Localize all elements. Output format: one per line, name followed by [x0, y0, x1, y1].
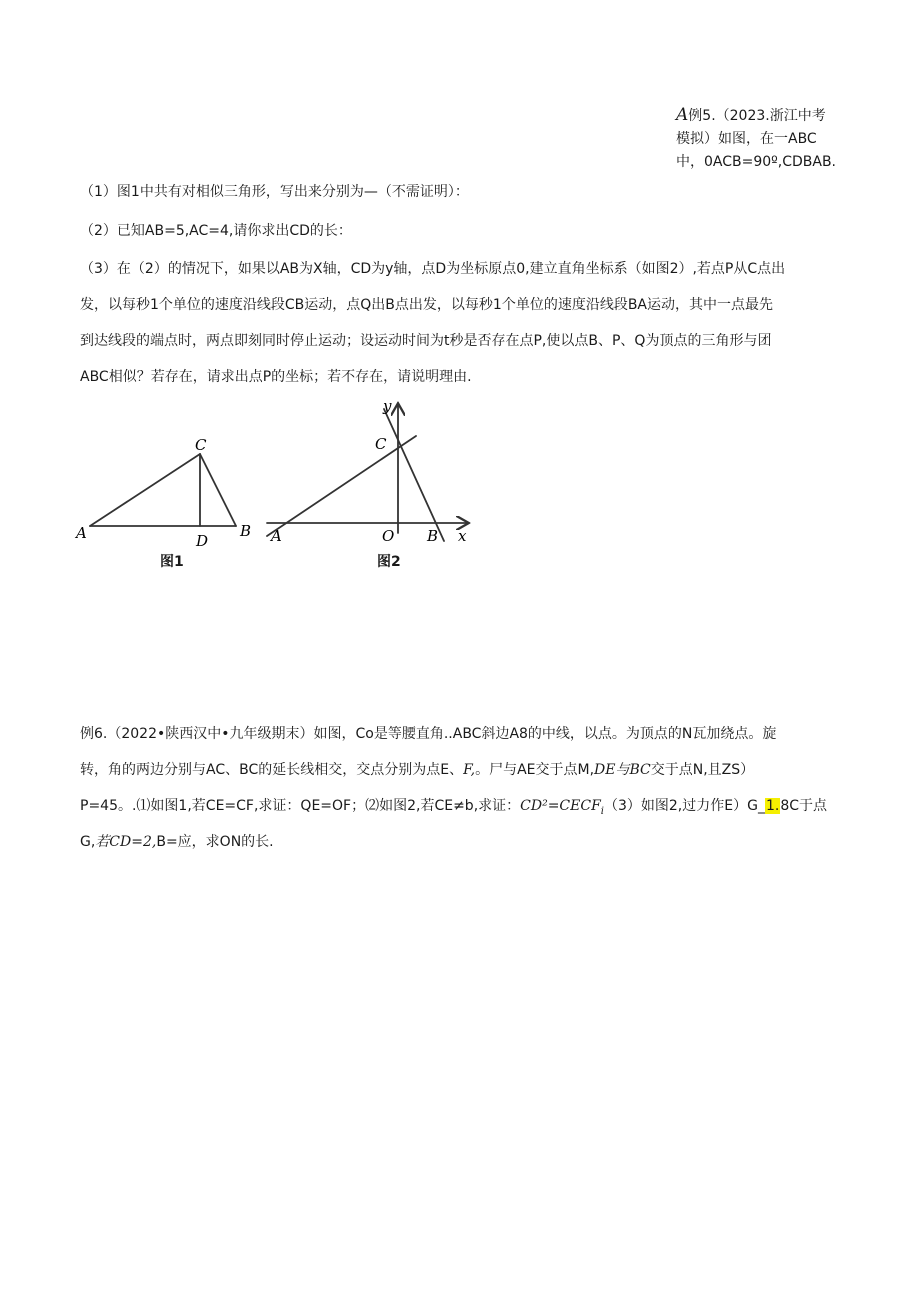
- example5-question3-line4: ABC相似？若存在，请求出点P的坐标；若不存在，请说明理由.: [80, 369, 472, 385]
- example5-lead-letter: A: [676, 105, 689, 125]
- figure1-segment-ac: [90, 454, 200, 526]
- example6-line2: [80, 756, 870, 785]
- example6-line2-part-e: 交于点N,且ZS）: [650, 762, 755, 778]
- figure1-diagram: [70, 430, 260, 550]
- example6-line3-part-d: （3）如图2,过力作E）G_: [603, 798, 765, 814]
- example6-highlight-mark: 1.: [765, 798, 780, 814]
- figure2-label-y: y: [383, 397, 392, 415]
- example6-line4-part-a: G,: [80, 834, 96, 850]
- example6-line2-part-c: 。尸与AE交于点M,: [475, 762, 595, 778]
- figure1-label-b: B: [240, 522, 252, 540]
- example5-question3-line3: 到达线段的端点时，两点即刻同时停止运动；设运动时间为t秒是否存在点P,使以点B、P、Q为顶点的三角形与团: [80, 333, 772, 349]
- example5-question3-line1: （3）在（2）的情况下，如果以AB为X轴，CD为y轴，点D为坐标原点0,建立直角坐标系（如图2）,若点P从C点出: [80, 261, 786, 277]
- figure2-label-c: C: [375, 435, 387, 453]
- example6-line3-part-a: P=45。.⑴如图1,若CE=CF,求证：QE=OF；⑵如图2,若CE≠b,求证：: [80, 798, 521, 814]
- figure1-label-d: D: [196, 532, 209, 550]
- figure2-line-cb: [384, 409, 444, 541]
- figure1-segment-cb: [200, 454, 236, 526]
- example6-line4-part-c: B=应，求ON的长.: [156, 834, 274, 850]
- figure2-label-x: x: [458, 527, 467, 545]
- example5-header-line1: 例5.（2023.浙江中考: [688, 108, 826, 124]
- figure1-label-a: A: [76, 524, 87, 542]
- example5-header: [676, 104, 866, 174]
- figure1-caption: 图1: [160, 554, 184, 570]
- example6-line2-part-a: 转，角的两边分别与AC、BC的延长线相交，交点分别为点E、: [80, 762, 464, 778]
- example6-line2-part-d: DE与BC: [594, 762, 651, 778]
- example6-line4: [80, 828, 870, 857]
- example5-question3-line2: 发，以每秒1个单位的速度沿线段CB运动，点Q出B点出发，以每秒1个单位的速度沿线段BA运动，其中一点最先: [80, 297, 773, 313]
- example5-header-line2: 模拟）如图，在一ABC: [676, 131, 817, 147]
- example5-question1: （1）图1中共有对相似三角形，写出来分别为—（不需证明）：: [80, 184, 469, 200]
- figure2-line-ac: [267, 436, 416, 536]
- example5-header-line3: 中，0ACB=90º,CDBAB.: [676, 154, 837, 170]
- example5-question2: （2）已知AB=5,AC=4,请你求出CD的长：: [80, 223, 352, 239]
- figure2-caption: 图2: [377, 554, 401, 570]
- figure2-label-o: O: [382, 527, 395, 545]
- example6-line2-part-b: F,: [463, 762, 476, 778]
- example6-line3-formula: CD²=CECF: [520, 798, 601, 814]
- example6-line1: 例6.（2022•陕西汉中•九年级期末）如图，Co是等腰直角..ABC斜边A8的中线，以点。为顶点的N瓦加绕点。旋: [80, 726, 777, 742]
- figure2-label-b: B: [427, 527, 439, 545]
- figure1-label-c: C: [195, 436, 207, 454]
- example6-line4-part-b: 若CD=2,: [95, 834, 157, 850]
- figure2-diagram: [255, 395, 480, 550]
- figure2-label-a: A: [271, 527, 282, 545]
- example6-line3-part-e: 8C于点: [780, 798, 827, 814]
- example6-line3: [80, 792, 870, 826]
- example6-line3-subscript: i: [600, 805, 604, 817]
